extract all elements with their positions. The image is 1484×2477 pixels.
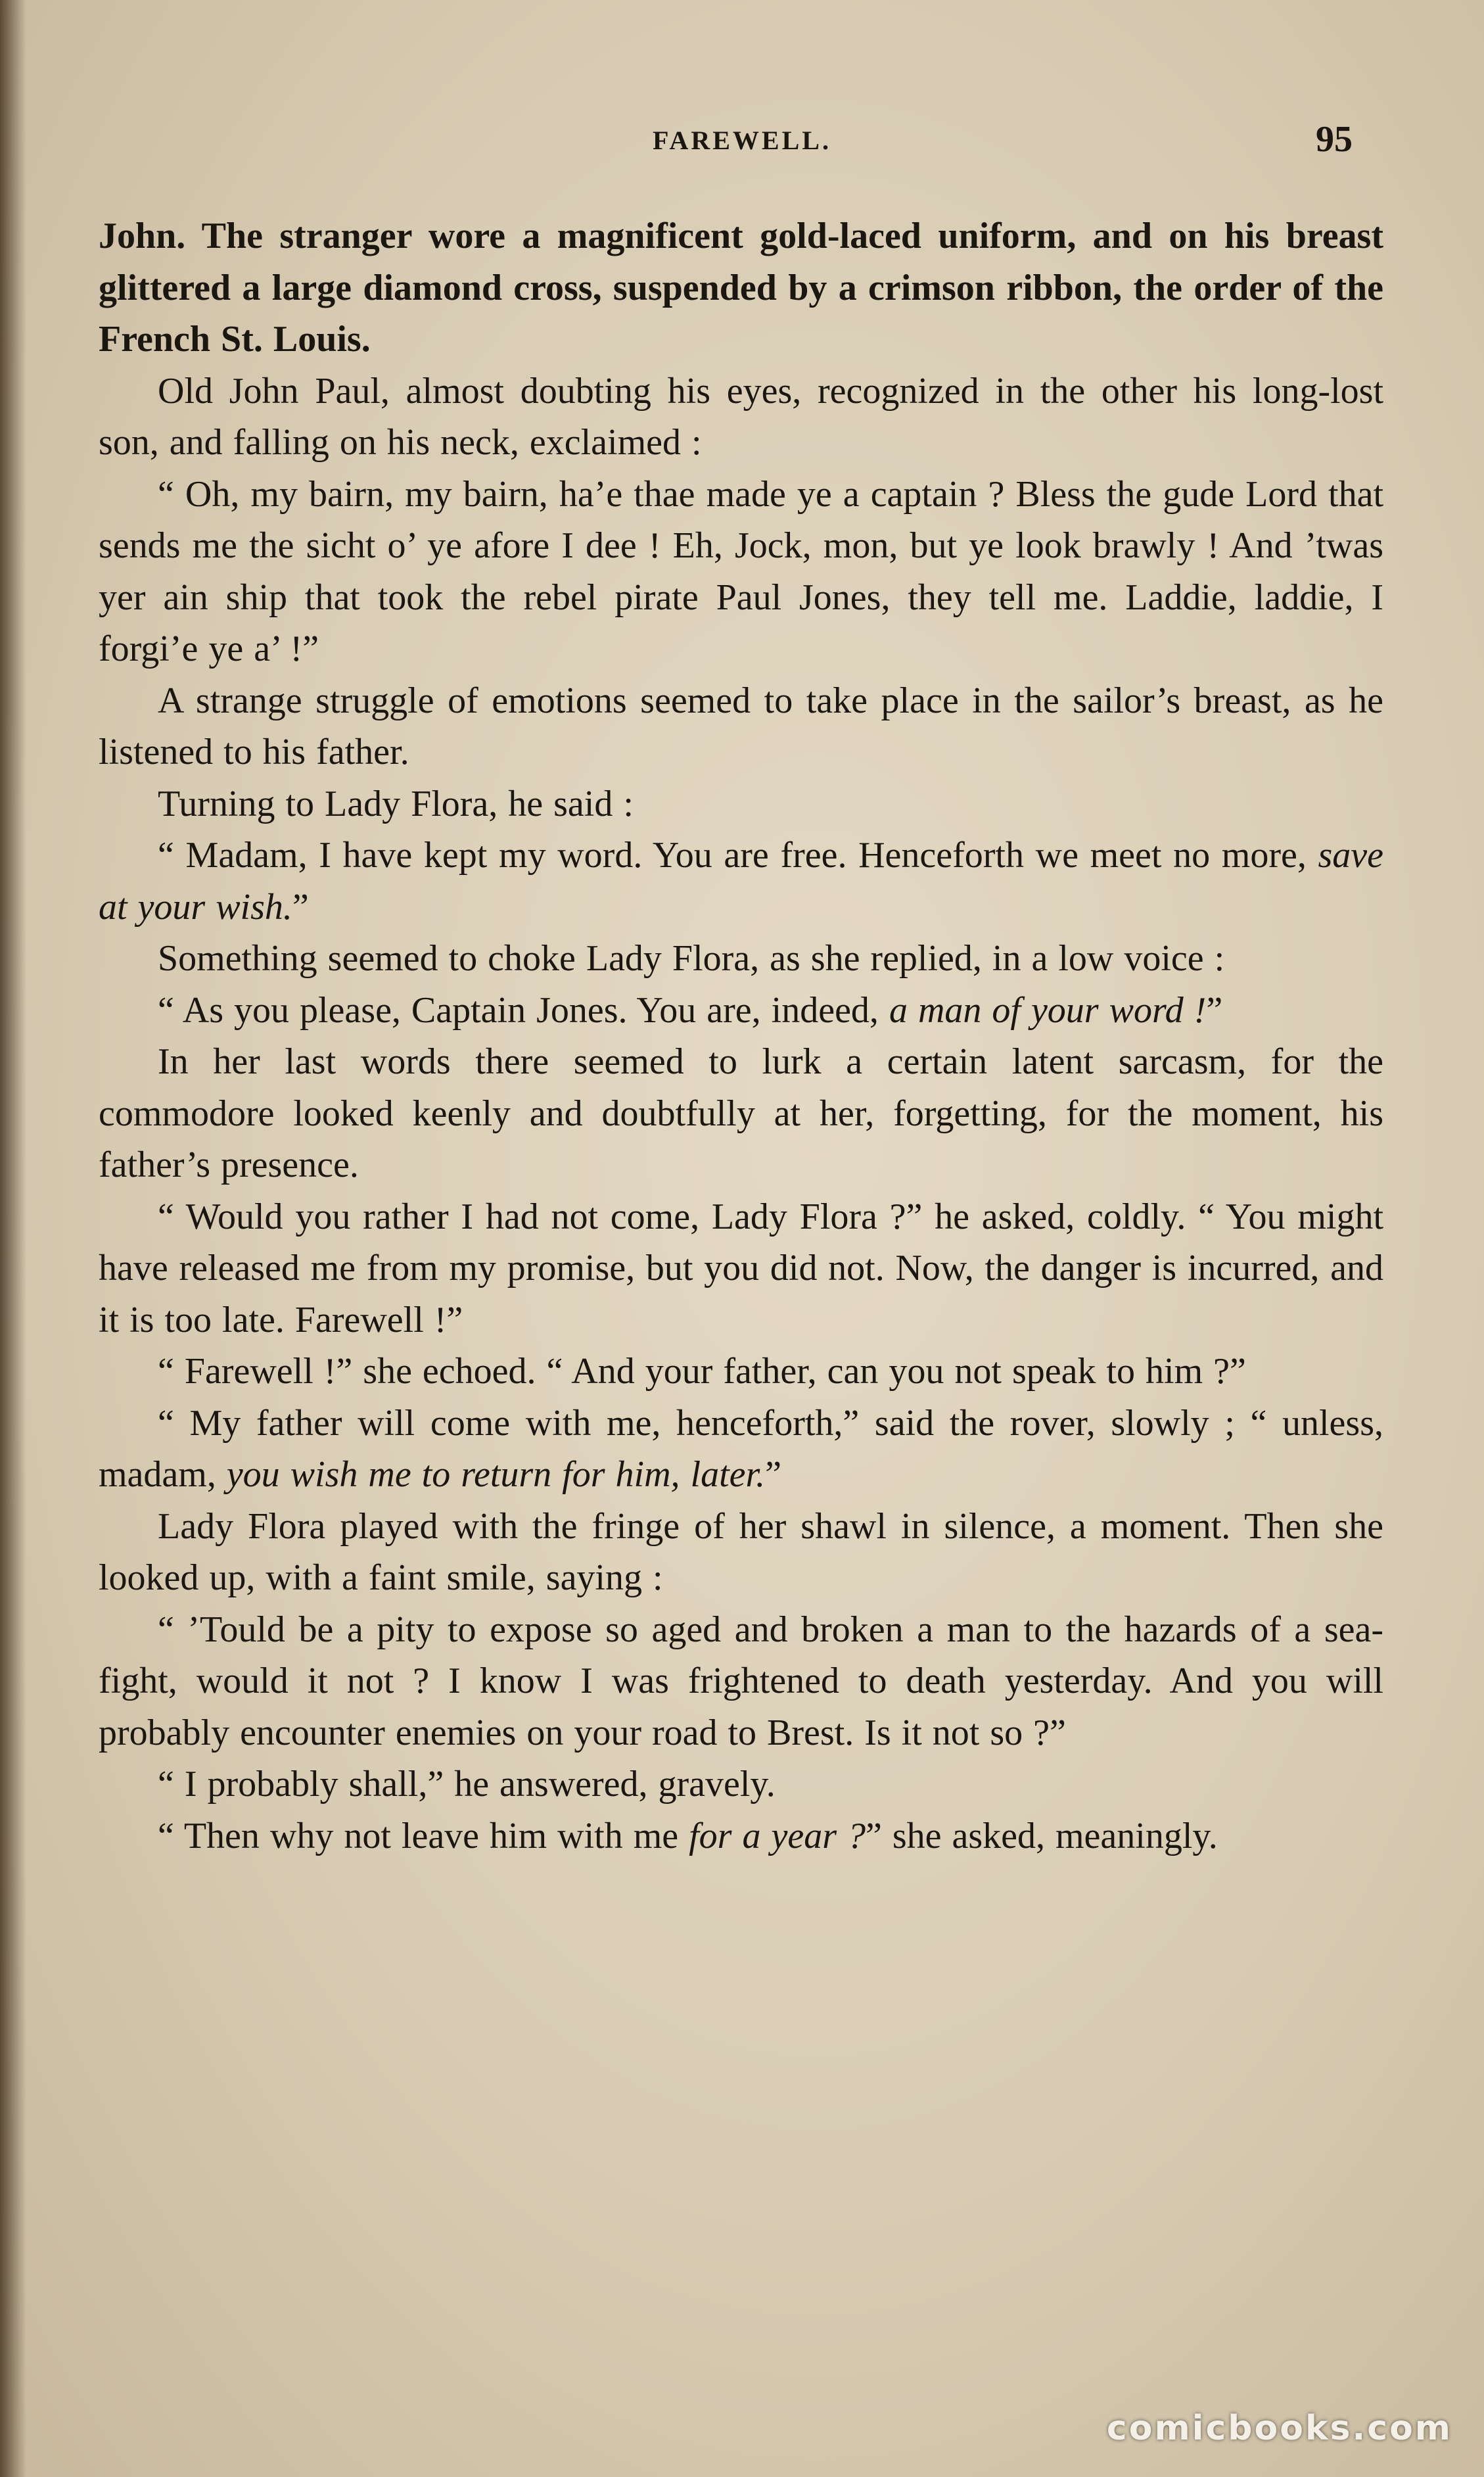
paragraph-text: Something seemed to choke Lady Flora, as she replied, in a low voice : [158, 938, 1225, 979]
paragraph [99, 1398, 1383, 1501]
page-number: 95 [1316, 119, 1353, 160]
paragraph [99, 210, 1383, 366]
paragraph [99, 1346, 1383, 1398]
body-text [99, 210, 1383, 1862]
paragraph-text: “ Farewell !” she echoed. “ And your father, can you not speak to him ?” [158, 1351, 1246, 1392]
paragraph [99, 1036, 1383, 1191]
paragraph [99, 469, 1383, 675]
paragraph-text: Old John Paul, almost doubting his eyes, recognized in the other his long-lost son, and falling on his neck, exclaimed : [99, 370, 1383, 463]
paragraph-text: “ Would you rather I had not come, Lady Flora ?” he asked, coldly. “ You might have released me from my promise, but you did not. Now, the danger is incurred, and it is too late. Farewell !” [99, 1196, 1383, 1340]
paragraph [99, 985, 1383, 1037]
paragraph-text: ” [1206, 989, 1223, 1031]
paragraph [99, 1191, 1383, 1346]
paragraph-text: In her last words there seemed to lurk a certain latent sarcasm, for the commodore looked keenly and doubtfully at her, forgetting, for the moment, his father’s presence. [99, 1041, 1383, 1185]
italic-text: save at your wish. [99, 835, 1383, 928]
paragraph-text: “ As you please, Captain Jones. You are, indeed, [158, 989, 889, 1031]
paragraph-text: “ My father will come with me, henceforth,” said the rover, slowly ; “ unless, madam, [99, 1402, 1383, 1495]
page-header [105, 118, 1379, 171]
paragraph [99, 675, 1383, 778]
italic-text: for a year ? [689, 1815, 866, 1856]
paragraph [99, 366, 1383, 469]
paragraph-text: “ Oh, my bairn, my bairn, ha’e thae made ye a captain ? Bless the gude Lord that sends me the sicht o’ ye afore I dee ! Eh, Jock, mon, but ye look brawly ! And ’twas yer ain ship that took the rebel pirate Paul Jones, they tell me. Laddie, laddie, I forgi’e ye a’ !” [99, 473, 1383, 669]
paragraph-text: John. The stranger wore a magnificent gold-laced uniform, and on his breast glittered a large diamond cross, suspended by a crimson ribbon, the order of the French St. Louis. [99, 216, 1383, 360]
paragraph-text: “ Madam, I have kept my word. You are free. Henceforth we meet no more, [158, 835, 1318, 876]
paragraph [99, 1501, 1383, 1604]
paragraph-text: Turning to Lady Flora, he said : [158, 783, 634, 824]
paragraph-text: ” she asked, meaningly. [865, 1815, 1218, 1856]
paragraph [99, 778, 1383, 830]
paragraph [99, 830, 1383, 933]
paragraph-text: Lady Flora played with the fringe of her shawl in silence, a moment. Then she looked up, with a faint smile, saying : [99, 1505, 1383, 1598]
paragraph-text: “ I probably shall,” he answered, gravely. [158, 1764, 776, 1805]
paragraph [99, 1604, 1383, 1759]
paragraph-text: A strange struggle of emotions seemed to take place in the sailor’s breast, as he listened to his father. [99, 680, 1383, 772]
italic-text: you wish me to return for him, later. [226, 1454, 766, 1495]
paragraph-text: ” [765, 1454, 781, 1495]
paragraph-text: “ Then why not leave him with me [158, 1815, 689, 1856]
watermark: comicbooks.com [1106, 2409, 1452, 2448]
paragraph-text: “ ’Tould be a pity to expose so aged and broken a man to the hazards of a sea-fight, would it not ? I know I was frightened to death yesterday. And you will probably encounter enemies on your road to Brest. Is it not so ?” [99, 1609, 1383, 1753]
paragraph [99, 1810, 1383, 1862]
paragraph [99, 1758, 1383, 1810]
paragraph [99, 933, 1383, 985]
paragraph-text: ” [292, 886, 309, 928]
running-title: FAREWELL. [653, 126, 831, 155]
italic-text: a man of your word ! [889, 989, 1207, 1031]
